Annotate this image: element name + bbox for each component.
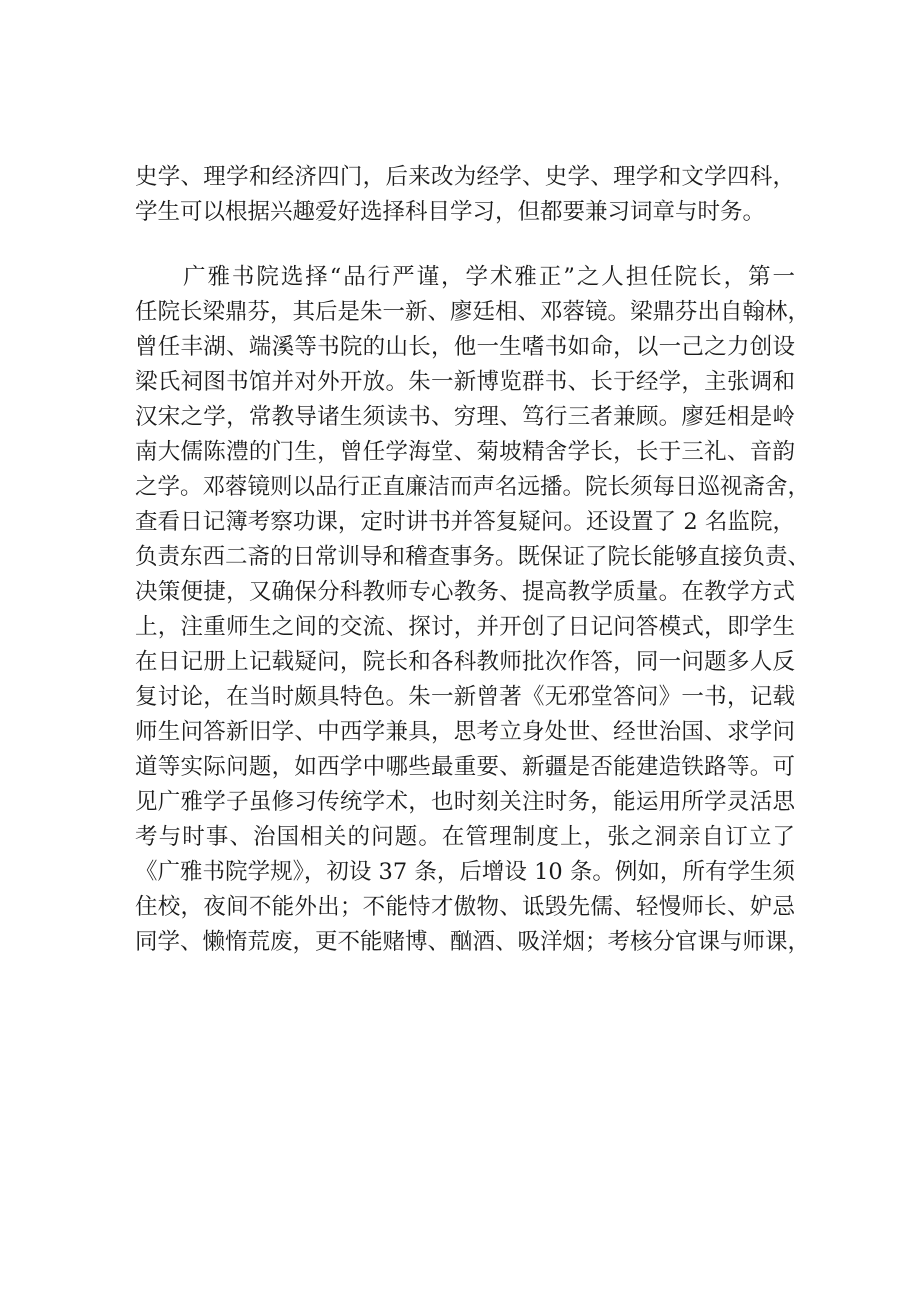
text-line: 史学、理学和经济四门，后来改为经学、史学、理学和文学四科，	[135, 164, 795, 190]
text-line: 负责东西二斋的日常训导和稽查事务。既保证了院长能够直接负责、	[135, 544, 811, 570]
text-line: 梁氏祠图书馆并对外开放。朱一新博览群书、长于经学，主张调和	[135, 369, 795, 395]
text-line: 复讨论，在当时颇具特色。朱一新曾著《无邪堂答问》一书，记载	[135, 684, 795, 710]
text-line: 任院长梁鼎芬，其后是朱一新、廖廷相、邓蓉镜。梁鼎芬出自翰林，	[135, 299, 811, 325]
text-line: 《广雅书院学规》，初设 37 条，后增设 10 条。例如，所有学生须	[135, 859, 795, 885]
text-line: 查看日记簿考察功课，定时讲书并答复疑问。还设置了 2 名监院，	[135, 509, 795, 535]
text-line: 之学。邓蓉镜则以品行正直廉洁而声名远播。院长须每日巡视斋舍，	[135, 474, 811, 500]
text-line: 同学、懒惰荒废，更不能赌博、酗酒、吸洋烟；考核分官课与师课，	[135, 929, 811, 955]
text-line: 上，注重师生之间的交流、探讨，并开创了日记问答模式，即学生	[135, 614, 795, 640]
text-line: 学生可以根据兴趣爱好选择科目学习，但都要兼习词章与时务。	[135, 199, 766, 225]
text-line: 汉宋之学，常教导诸生须读书、穷理、笃行三者兼顾。廖廷相是岭	[135, 404, 795, 430]
text-line: 广雅书院选择“品行严谨，学术雅正”之人担任院长，第一	[183, 264, 795, 290]
text-line: 南大儒陈澧的门生，曾任学海堂、菊坡精舍学长，长于三礼、音韵	[135, 439, 795, 465]
text-line: 在日记册上记载疑问，院长和各科教师批次作答，同一问题多人反	[135, 649, 795, 675]
text-line: 道等实际问题，如西学中哪些最重要、新疆是否能建造铁路等。可	[135, 754, 795, 780]
text-line: 曾任丰湖、端溪等书院的山长，他一生嗜书如命，以一己之力创设	[135, 334, 795, 360]
paragraph-2	[135, 260, 811, 960]
text-line: 住校，夜间不能外出；不能恃才傲物、诋毁先儒、轻慢师长、妒忌	[135, 894, 795, 920]
text-line: 决策便捷，又确保分科教师专心教务、提高教学质量。在教学方式	[135, 579, 795, 605]
text-line: 师生问答新旧学、中西学兼具，思考立身处世、经世治国、求学问	[135, 719, 795, 745]
paragraph-1	[135, 160, 795, 230]
text-line: 见广雅学子虽修习传统学术，也时刻关注时务，能运用所学灵活思	[135, 789, 795, 815]
text-line: 考与时事、治国相关的问题。在管理制度上，张之洞亲自订立了	[135, 824, 795, 850]
